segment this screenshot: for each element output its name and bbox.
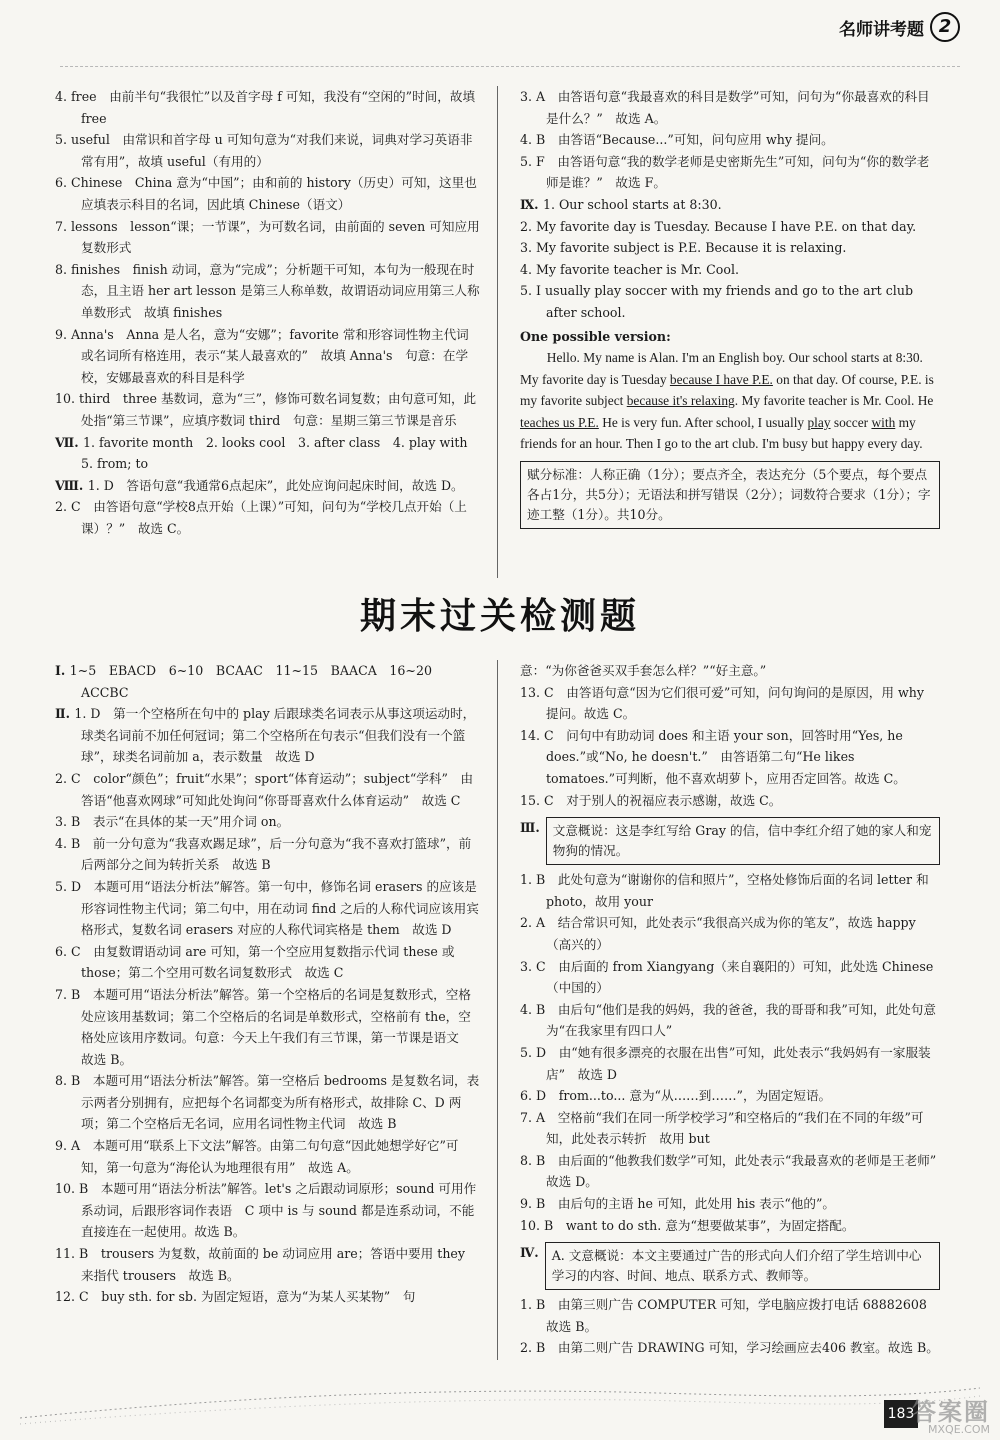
answer-item: 7. A 空格前“我们在同一所学校学习”和空格后的“我们在不同的年级”可知，此处表示转折 故用 but [520,1109,924,1147]
answer-item: 5. F 由答语句意“我的数学老师是史密斯先生”可知，问句为“你的数学老师是谁？” 故选 F。 [520,153,930,191]
answer-text: 1. D 答语句意“我通常6点起床”，此处应询问起床时间，故选 D。 [87,477,464,493]
section-title: 期末过关检测题 [359,596,640,637]
answer-text: 1~5 EBACD 6~10 BCAAC 11~15 BAACA 16~20 ACCBC [69,663,445,700]
essay-text: He is very fun. After school, I usually [598,414,808,430]
answer-item: 5. D 本题可用“语法分析法”解答。第一句中，修饰名词 erasers 的应该是形容词性物主代词；第二句中，用在动词 find 之后的人称代词应该用宾格形式，复数名词 erasers 对应的人称代词宾格是 them 故选 D [55,878,479,938]
answer-item-continued: 意：“为你爸爸买双手套怎么样？”“好主意。” [520,663,767,678]
essay-underline: because it's relaxing [626,393,735,409]
section-4-header [520,1236,940,1294]
section-label: Ⅸ. [520,196,543,212]
page-number: 183 [884,1400,918,1428]
section-label: Ⅳ. [520,1245,539,1261]
column-divider-top [497,86,498,578]
answer-item-section-9 [520,194,940,216]
answer-item: 10. third three 基数词，意为“三”，修饰可数名词复数；由句意可知，此处指“第三节课”，应填序数词 third 句意：星期三第三节课是音乐 [55,391,477,428]
summary-box: 文意概说：这是李红写给 Gray 的信，信中李红介绍了她的家人和宠物狗的情况。 [546,817,940,865]
answer-item: 7. lessons lesson“课；一节课”，为可数名词，由前面的 seven 可知应用复数形式 [55,218,480,256]
answer-item: 12. C buy sth. for sb. 为固定短语，意为“为某人买某物” 句 [55,1289,416,1305]
answer-item: 8. finishes finish 动词，意为“完成”；分析题干可知，本句为一般现在时态，且主语 her art lesson 是第三人称单数，故谓语动词应用第三人称单数形式 故填 finishes [55,261,480,320]
answer-item: 10. B 本题可用“语法分析法”解答。let's 之后跟动词原形；sound 可用作系动词，后跟形容词作表语 C 项中 is 与 sound 都是连系动词，不能直接连在一起使用。故选 B。 [55,1181,477,1240]
section-label: Ⅱ. [55,706,75,722]
answer-item: 8. B 由后面的“他教我们数学”可知，此处表示“我最喜欢的老师是王老师” 故选 D。 [520,1152,949,1190]
scoring-box: 赋分标准：人称正确（1分）；要点齐全，表达充分（5个要点，每个要点各占1分，共5分）；无语法和拼写错误（2分）；词数符合要求（1分）；字迹工整（1分）。共10分。 [520,461,940,529]
answer-item: 3. A 由答语句意“我最喜欢的科目是数学”可知，问句为“你最喜欢的科目是什么？” 故选 A。 [520,89,930,126]
answer-item: 4. free 由前半句“我很忙”以及首字母 f 可知，我没有“空闲的”时间，故填 free [55,89,476,126]
watermark [860,1400,990,1436]
answer-item: 8. B 本题可用“语法分析法”解答。第一空格后 bedrooms 是复数名词，表示两者分别拥有，应把每个名词都变为所有格形式，故排除 C、D 两项；第二个空格后无名词，应用名词性物主代词 故选 B [55,1073,480,1132]
answer-item: 6. C 由复数谓语动词 are 可知，第一个空应用复数指示代词 these 或 those；第二个空用可数名词复数形式 故选 C [55,943,455,981]
left-column-top [55,86,480,539]
essay-text: . My favorite teacher is Mr. Cool. He [734,393,934,409]
section-label: Ⅰ. [55,663,70,678]
section-label: Ⅲ. [520,820,540,836]
essay-text: my friends for an hour. Then I go to the art club. I'm busy but happy every day. [520,414,923,452]
brand [839,12,960,42]
section-label: Ⅷ. [55,477,88,493]
essay-underline: with [871,414,896,430]
answer-item: 9. A 本题可用“联系上下文法”解答。由第二句句意“因此她想学好它”可知，第一句意为“海伦认为地理很有用” 故选 A。 [55,1138,459,1175]
answer-item: 2. My favorite day is Tuesday. Because I have P.E. on that day. [520,218,917,234]
brand-logo-icon: 2 [930,12,960,42]
left-column-bottom [55,660,480,1308]
answer-item: 2. C color“颜色”；fruit“水果”；sport“体育运动”；subject“学科” 由答语“他喜欢网球”可知此处询问“你哥哥喜欢什么体育运动” 故选 C [55,770,474,808]
answer-item-section-2 [55,703,480,768]
section-3-header [520,811,940,869]
watermark-text: 答案圈 [912,1398,990,1426]
essay-underline: teaches us P.E. [520,414,599,430]
answer-item: 3. My favorite subject is P.E. Because it is relaxing. [520,240,847,256]
answer-item-section-8 [55,475,480,497]
answer-item: 9. B 由后句的主语 he 可知，此处用 his 表示“他的”。 [520,1196,836,1212]
answer-item: 2. A 结合常识可知，此处表示“我很高兴成为你的笔友”，故选 happy（高兴的） [520,915,916,952]
right-column-top [520,86,940,533]
answer-text: 1. D 第一个空格所在句中的 play 后跟球类名词表示从事这项运动时，球类名词前不加任何冠词；第二个空格所在句表示“但我们没有一个篮球”，球类名词前加 a，表示数量 故选 D [74,706,476,765]
answer-item: 11. B trousers 为复数，故前面的 be 动词应用 are；答语中要用 they 来指代 trousers 故选 B。 [55,1246,465,1283]
answer-item: 3. C 由后面的 from Xiangyang（来自襄阳的）可知，此处选 Chinese（中国的） [520,958,934,996]
essay-title: One possible version: [520,328,671,344]
answer-item: 1. B 由第三则广告 COMPUTER 可知，学电脑应拨打电话 68882608 故选 B。 [520,1297,940,1334]
brand-title: 名师讲考题 [839,19,924,40]
answer-item: 4. B 由答语“Because...”可知，问句应用 why 提问。 [520,132,834,148]
answer-item: 2. C 由答语句意“学校8点开始（上课）”可知，问句为“学校几点开始（上课）？” 故选 C。 [55,499,467,536]
answer-item: 6. Chinese China 意为“中国”；由和前的 history（历史）可知，这里也应填表示科目的名词，因此填 Chinese（语文） [55,175,477,212]
answer-item: 4. B 前一分句意为“我喜欢踢足球”，后一分句意为“我不喜欢打篮球”，前后两部分之间为转折关系 故选 B [55,835,472,873]
answer-item: 4. My favorite teacher is Mr. Cool. [520,261,739,277]
answer-item: 14. C 问句中有助动词 does 和主语 your son，回答时用“Yes, he does.”或“No, he doesn't.” 由答语第二句“He likes tomatoes.”可判断，他不喜欢胡萝卜，应用否定回答。故选 C。 [520,727,906,786]
header-divider [60,66,960,67]
watermark-url: MXQE.COM [928,1423,990,1436]
answer-text: 1. favorite month 2. looks cool 3. after class 4. play with 5. from; to [81,434,481,472]
answer-text: 1. Our school starts at 8:30. [542,196,722,212]
column-divider-bottom [497,660,498,1360]
answer-item-section-7 [55,432,480,475]
answer-item: 13. C 由答语句意“因为它们很可爱”可知，问句询问的是原因，用 why 提问。故选 C。 [520,684,924,722]
essay-underline: because I have P.E. [669,371,773,387]
section-label: Ⅶ. [55,434,83,450]
answer-item: 10. B want to do sth. 意为“想要做某事”，为固定搭配。 [520,1217,855,1233]
answer-item-section-1 [55,660,480,703]
summary-box: A. 文意概说：本文主要通过广告的形式向人们介绍了学生培训中心学习的内容、时间、地点、联系方式、教师等。 [545,1242,940,1290]
essay-text: on that day. Of course, P.E. is my favorite subject [520,371,934,409]
answer-item: 4. B 由后句“他们是我的妈妈，我的爸爸，我的哥哥和我”可知，此处句意为“在我家里有四口人” [520,1001,936,1039]
essay-underline: play [807,414,831,430]
answer-item: 5. I usually play soccer with my friends and go to the art club after school. [520,283,914,320]
answer-item: 15. C 对于别人的祝福应表示感谢，故选 C。 [520,792,782,808]
answer-item: 6. D from...to... 意为“从……到……”，为固定短语。 [520,1088,832,1104]
answer-item: 1. B 此处句意为“谢谢你的信和照片”，空格处修饰后面的名词 letter 和 photo，故用 your [520,872,929,909]
answer-item: 5. D 由“她有很多漂亮的衣服在出售”可知，此处表示“我妈妈有一家服装店” 故选 D [520,1044,931,1082]
answer-item: 7. B 本题可用“语法分析法”解答。第一个空格后的名词是复数形式，空格处应该用基数词；第二个空格后的名词是单数形式，空格前有 the，空格处应该用序数词。句意：今天上午我们有三节课，第一节课是语文 故选 B。 [55,986,472,1067]
answer-item: 2. B 由第二则广告 DRAWING 可知，学习绘画应去406 教室。故选 B。 [520,1340,939,1356]
answer-item: 9. Anna's Anna 是人名，意为“安娜”；favorite 常和形容词性物主代词或名词所有格连用，表示“某人最喜欢的” 故填 Anna's 句意：在学校，安娜最喜欢的科目是科学 [55,326,469,385]
page-header [0,0,1000,78]
essay-text: soccer [830,414,872,430]
essay-text: Hello. My name is Alan. I'm an English boy. Our school starts at 8:30. My favorite day is Tuesday [520,350,923,387]
footer-decoration [20,1378,980,1428]
answer-item: 3. B 表示“在具体的某一天”用介词 on。 [55,814,290,830]
essay-body [520,347,940,455]
answer-item: 5. useful 由常识和首字母 u 可知句意为“对我们来说，词典对学习英语非常有用”，故填 useful（有用的） [55,132,473,169]
right-column-bottom [520,660,949,1359]
